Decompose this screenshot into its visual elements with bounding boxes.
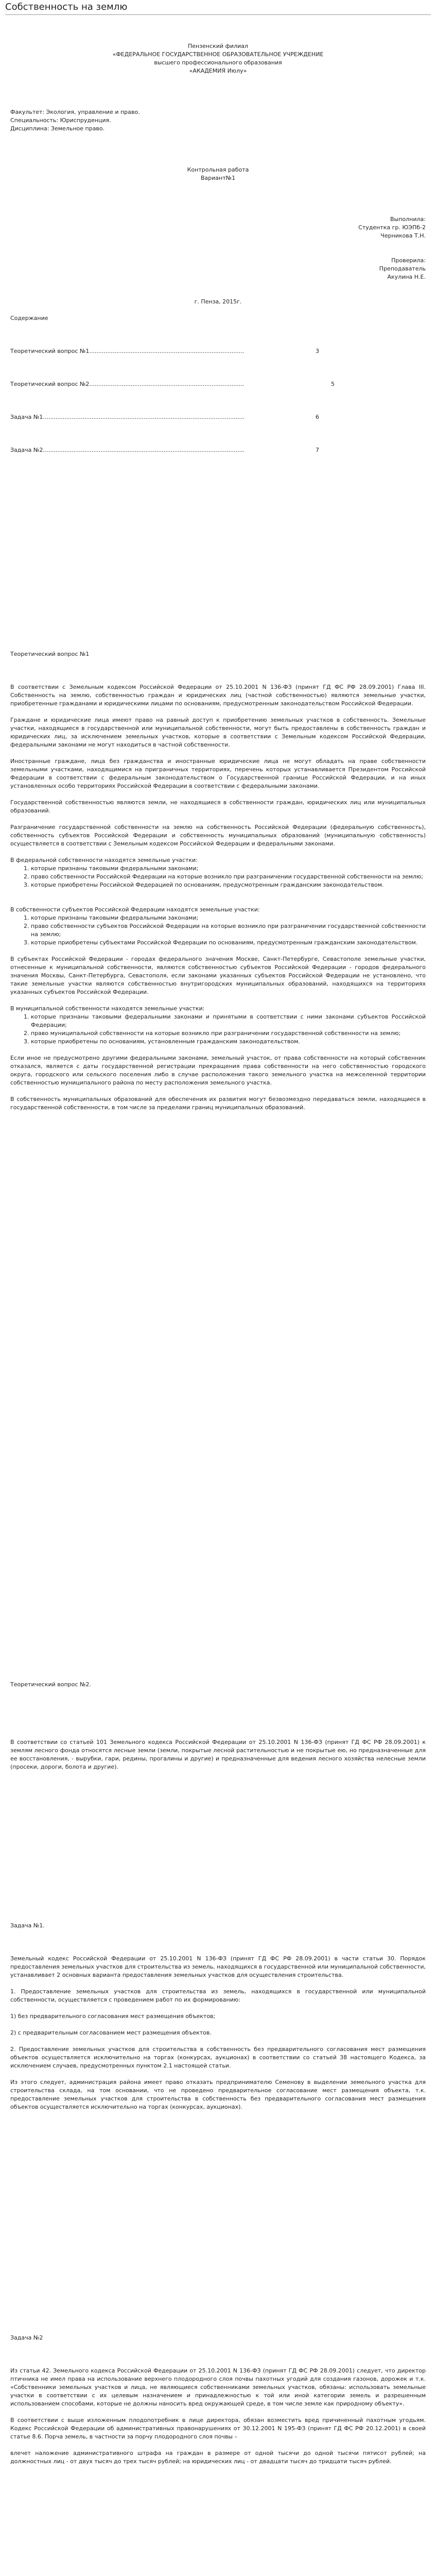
- paragraph: влечет наложение административного штрафа на граждан в размере от одной тысячи до одной тысячи пятисот рублей; на должностных лиц - от двух тысяч до трех тысяч рублей; на юридических лиц - от двадцати тысяч до тридцати тысяч рублей.: [10, 2450, 426, 2465]
- author-group: Студентка гр. ЮЭПб-2: [358, 224, 426, 231]
- paragraph: 1) без предварительного согласования мест размещения объектов;: [10, 2013, 216, 2020]
- subject-list: [10, 914, 426, 947]
- author-label: Выполнила:: [390, 216, 426, 223]
- municipal-list: [10, 1013, 426, 1046]
- paragraph: В соответствии с Земельным кодексом Российской Федерации от 25.10.2001 N 136-ФЗ (принят ГД ФС РФ 28.09.2001) Глава III. Собственность на землю, собственностью граждан и юридических лиц (частной собственностью) являются земельные участки, приобретенные гражданами и юридическими лицами по основаниям, предусмотренным законодательством Российской Федерации.: [10, 684, 426, 707]
- page-title-bar: [0, 0, 436, 21]
- toc-item-page: 6: [316, 414, 319, 420]
- list-item: 1. которые признаны таковыми федеральными законами и принятыми в соответствии с ними законами субъектов Российской Федерации;: [31, 1013, 426, 1029]
- specialty: Специальность: Юриспруденция.: [10, 117, 111, 124]
- paragraph: Государственной собственностью являются земли, не находящиеся в собственности граждан, юридических лиц или муниципальных образований.: [10, 799, 426, 814]
- section-heading: Теоретический вопрос №2.: [10, 1681, 91, 1688]
- checker-name: Акулина Н.Е.: [387, 274, 426, 280]
- paragraph: 2. Предоставление земельных участков для строительства в собственность без предварительного согласования мест размещения объектов осуществляется исключительно на торгах (конкурсах, аукционах) в соответствии со статьей 38 настоящего Кодекса, за исключением случаев, предусмотренных пунктом 2.1 настоящей статьи.: [10, 2046, 426, 2069]
- paragraph: В собственности субъектов Российской Федерации находятся земельные участки:: [10, 906, 260, 913]
- paragraph: В собственность муниципальных образований для обеспечения их развития могут безвозмездно передаваться земли, находящиеся в государственной собственности, в том числе за пределами границ муниципальных образований.: [10, 1096, 426, 1111]
- paragraph: Если иное не предусмотрено другими федеральными законами, земельный участок, от права собственности на который собственник отказался, является с даты государственной регистрации прекращения права собственности на него собственностью городского округа, городского или сельского поселения либо в случае расположения такого земельного участка на межселенной территории собственностью муниципального района по месту расположения земельного участка.: [10, 1055, 426, 1086]
- section-task-2: [10, 2334, 426, 2466]
- paragraph: Земельный кодекс Российской Федерации от 25.10.2001 N 136-ФЗ (принят ГД ФС РФ 28.09.2001) в части статьи 30. Порядок предоставления земельных участков для строительства из земель, находящихся в государственной или муниципальной собственности, устанавливает 2 основных варианта предоставления земельных участков для осуществления строительства.: [10, 1955, 426, 1978]
- toc-item-page: 7: [316, 447, 319, 453]
- toc-item-label: Теоретический вопрос №2: [10, 381, 90, 387]
- toc-item: [10, 380, 335, 388]
- toc-item-page: 5: [331, 381, 335, 387]
- section-heading: Теоретический вопрос №1: [10, 651, 90, 657]
- paragraph: Из статьи 42. Земельного кодекса Российской Федерации от 25.10.2001 N 136-ФЗ (принят ГД ФС РФ 28.09.2001) следует, что директор птичника не имел права на использование верхнего плодородного слоя почвы пахотных угодий для создания газонов, дорожек и т.к. «Собственники земельных участков и лица, не являющиеся собственниками земельных участков, обязаны: использовать земельные участки в соответствии с их целевым назначением и принадлежностью к той или иной категории земель и разрешенным использованием способами, которые не должны наносить вред окружающей среде, в том числе земле как природному объекту».: [10, 2367, 426, 2407]
- checker-label: Проверила:: [391, 257, 426, 264]
- city-year: г. Пенза, 2015г.: [194, 298, 242, 305]
- list-item: 2. право собственности субъектов Российской Федерации на которые возникло при разграничении государственной собственности на землю;: [31, 922, 426, 939]
- work-type: Контрольная работа: [187, 166, 249, 173]
- section-task-1: [10, 1922, 426, 2111]
- toc-heading: Содержание: [10, 315, 48, 321]
- header-line-4: «АКАДЕМИЯ Июлу»: [189, 67, 247, 74]
- toc-item-dots: ......................................................................................: [89, 348, 245, 354]
- paragraph: Из этого следует, администрация района имеет право отказать предпринимателю Семенову в выделении земельного участка для строительства склада, на том основании, что не проведено предварительное согласование мест размещения объекта, т.к. предоставление земельных участков для строительства в собственность без предварительного согласования мест размещения объектов осуществляется исключительно на торгах (конкурсах, аукционах).: [10, 2079, 426, 2110]
- toc-item-page: 3: [316, 348, 319, 354]
- toc-item: [10, 413, 319, 421]
- federal-list: [10, 865, 426, 889]
- header-line-3: высшего профессионального образования: [154, 59, 282, 66]
- paragraph: В соответствии с выше изложенным плодопотребник в лице директора, обязан возместить вред причиненный пахотным угодьям. Кодекс Российской Федерации об административных правонарушениях от 30.12.2001 N 195-ФЗ (принят ГД ФС РФ 20.12.2001) в своей статье 8.6. Порча земель, в частности за порчу плодородного слоя почвы –: [10, 2417, 426, 2440]
- list-item: 2. право собственности Российской Федерации на которые возникло при разграничении государственной собственности на землю;: [31, 873, 426, 881]
- list-item: 2. право муниципальной собственности на которые возникло при разграничении государственной собственности на землю;: [31, 1029, 426, 1038]
- toc-item-dots: ......................................................................................: [89, 381, 245, 387]
- checker-role: Преподаватель: [379, 265, 426, 272]
- toc-item-label: Теоретический вопрос №1: [10, 348, 90, 354]
- header-line-2: «ФЕДЕРАЛЬНОЕ ГОСУДАРСТВЕННОЕ ОБРАЗОВАТЕЛЬНОЕ УЧРЕЖДЕНИЕ: [112, 51, 324, 58]
- title-divider: [5, 14, 431, 15]
- author-name: Черникова Т.Н.: [380, 232, 426, 239]
- toc-item-label: Задача №1: [10, 414, 43, 420]
- discipline: Дисциплина: Земельное право.: [10, 125, 105, 132]
- page-title: Собственность на землю: [5, 2, 128, 12]
- header-line-1: Пензенский филиал: [187, 43, 249, 49]
- paragraph: Разграничение государственной собственности на землю на собственность Российской Федерации (федеральную собственность), собственность субъектов Российской Федерации и собственность муниципальных образований (муниципальную собственность) осуществляется в соответствии с Земельным кодексом Российской Федерации и федеральными законами.: [10, 824, 426, 847]
- toc-item-dots: ................................................................................................................: [43, 414, 245, 420]
- toc-item-label: Задача №2: [10, 447, 43, 453]
- paragraph: В соответствии со статьей 101 Земельного кодекса Российской Федерации от 25.10.2001 N 136-ФЗ (принят ГД ФС РФ 28.09.2001) к землям лесного фонда относятся лесные земли (земли, покрытые лесной растительностью и не покрытые ею, но предназначенные для ее восстановления, - вырубки, гари, редины, прогалины и другие) и предназначенные для ведения лесного хозяйства нелесные земли (просеки, дороги, болота и другие).: [10, 1739, 426, 1770]
- list-item: 3. которые приобретены Российской Федерацией по основаниям, предусмотренным гражданским законодательством.: [31, 881, 426, 889]
- toc-item-dots: ................................................................................................................: [43, 447, 245, 453]
- paragraph: 2) с предварительным согласованием мест размещения объектов.: [10, 2029, 212, 2036]
- paragraph: В федеральной собственности находятся земельные участки:: [10, 857, 198, 863]
- paragraph: 1. Предоставление земельных участков для строительства из земель, находящихся в государственной или муниципальной собственности, осуществляется с проведением работ по их формированию:: [10, 1988, 426, 2003]
- list-item: 1. которые признаны таковыми федеральными законами;: [31, 865, 426, 873]
- toc-item: [10, 347, 319, 355]
- paragraph: Граждане и юридические лица имеют право на равный доступ к приобретению земельных участков в собственность. Земельные участки, находящиеся в государственной или муниципальной собственности, могут быть предоставлены в собственность граждан и юридических лиц, за исключением земельных участков, которые в соответствии с Земельным кодексом Российской Федерации, федеральными законами не могут находиться в частной собственности.: [10, 717, 426, 748]
- paragraph: Иностранные граждане, лица без гражданства и иностранные юридические лица не могут обладать на праве собственности земельными участками, находящимися на приграничных территориях, перечень которых устанавливается Президентом Российской Федерации в соответствии с федеральным законодательством о Государственной границе Российской Федерации, и на иных установленных особо территориях Российской Федерации в соответствии с федеральными законами.: [10, 758, 426, 789]
- toc-item: [10, 446, 319, 454]
- work-variant: Вариант№1: [200, 175, 236, 181]
- list-item: 3. которые приобретены по основаниям, установленным гражданским законодательством.: [31, 1038, 426, 1046]
- section-heading: Задача №1.: [10, 1922, 45, 1929]
- list-item: 1. которые признаны таковыми федеральными законами;: [31, 914, 426, 922]
- title-page: [10, 26, 426, 454]
- section-heading: Задача №2: [10, 2334, 43, 2341]
- faculty: Факультет: Экология, управление и право.: [10, 109, 140, 115]
- section-question-1: [10, 650, 426, 1112]
- paragraph: В муниципальной собственности находятся земельные участки:: [10, 1005, 205, 1012]
- section-question-2: [10, 1681, 426, 1771]
- paragraph: В субъектах Российской Федерации - городах федерального значения Москве, Санкт-Петербурге, Севастополе земельные участки, отнесенные к муниципальной собственности, являются собственностью субъектов Российской Федерации - городов федерального значения Москвы, Санкт-Петербурга, Севастополя, если законами указанных субъектов Российской Федерации не установлено, что такие земельные участки являются собственностью внутригородских муниципальных образований, находящихся на территориях указанных субъектов Российской Федерации.: [10, 956, 426, 995]
- list-item: 3. которые приобретены субъектами Российской Федерации по основаниям, предусмотренным гражданским законодательством.: [31, 939, 426, 947]
